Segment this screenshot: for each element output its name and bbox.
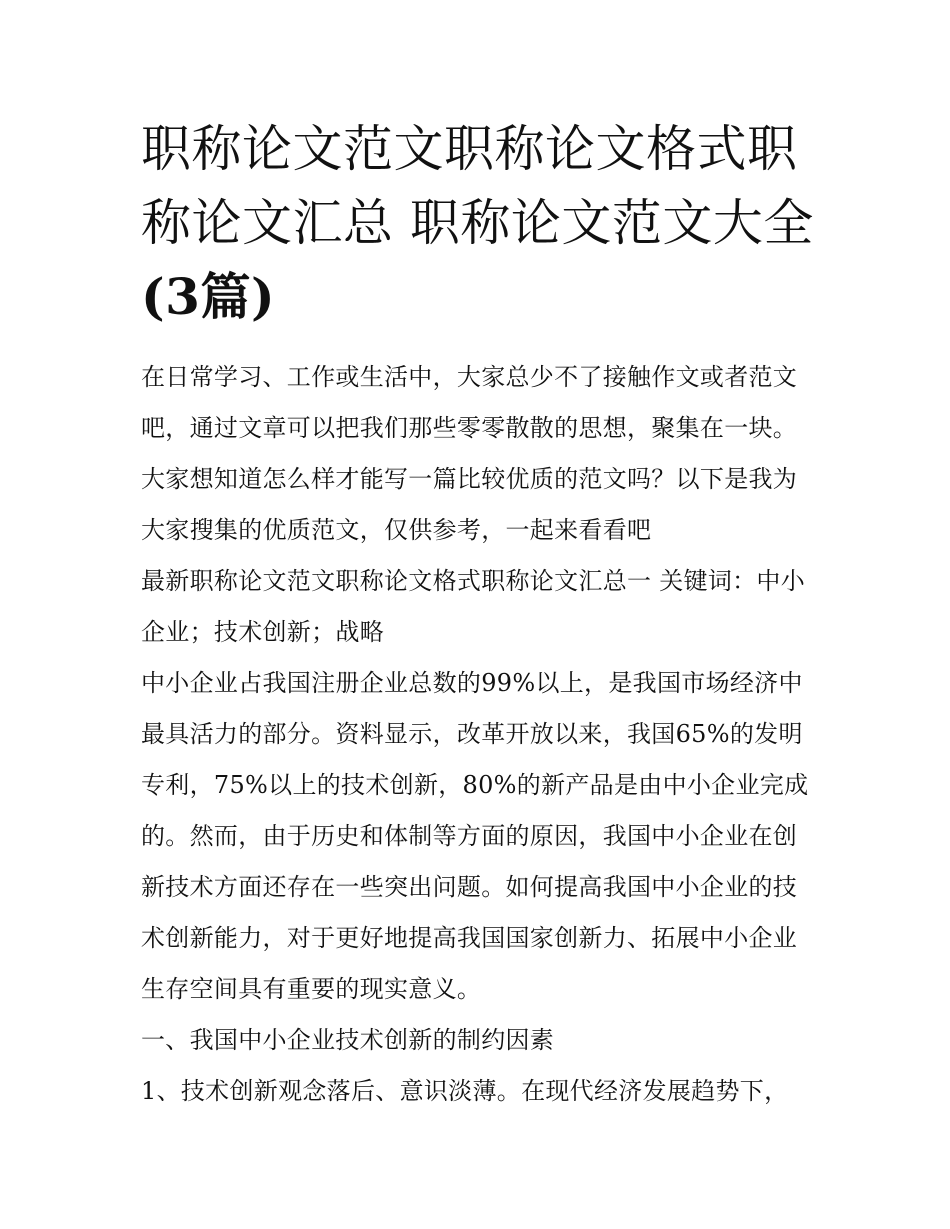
- document-title: [141, 112, 817, 334]
- keywords-paragraph: 最新职称论文范文职称论文格式职称论文汇总一 关键词：中小企业；技术创新；战略: [141, 567, 806, 646]
- intro-paragraph: 在日常学习、工作或生活中，大家总少不了接触作文或者范文吧，通过文章可以把我们那些零零散散的思想，聚集在一块。大家想知道怎么样才能写一篇比较优质的范文吗？以下是我为大家搜集的优质范文，仅供参考，一起来看看吧: [141, 363, 798, 544]
- title-spacer: [141, 334, 817, 352]
- body-paragraph: 中小企业占我国注册企业总数的99%以上，是我国市场经济中最具活力的部分。资料显示，改革开放以来，我国65%的发明专利，75%以上的技术创新，80%的新产品是由中小企业完成的。然而，由于历史和体制等方面的原因，我国中小企业在创新技术方面还存在一些突出问题。如何提高我国中小企业的技术创新能力，对于更好地提高我国国家创新力、拓展中小企业生存空间具有重要的现实意义。: [141, 669, 809, 1003]
- document-title-text: 职称论文范文职称论文格式职称论文汇总 职称论文范文大全: [141, 120, 814, 252]
- document-body: [141, 112, 817, 1117]
- list-item-paragraph: 1、技术创新观念落后、意识淡薄。在现代经济发展趋势下，: [141, 1077, 789, 1105]
- section-heading: 一、我国中小企业技术创新的制约因素: [141, 1026, 555, 1054]
- document-title-suffix: (3篇): [141, 267, 276, 326]
